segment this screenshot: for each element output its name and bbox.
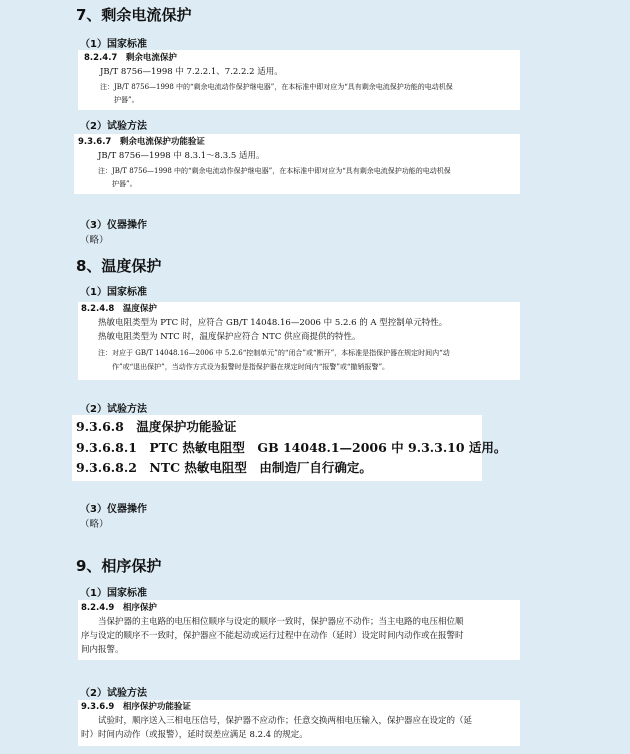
excerpt-title: 9.3.6.8 温度保护功能验证 <box>76 419 237 434</box>
section-8-test-excerpt <box>72 415 507 481</box>
excerpt-line: 试验时，顺序送入三相电压信号，保护器不应动作；任意交换两相电压输入，保护器应在设定的（延 <box>98 716 473 726</box>
section-7-instrument-label: （3）仪器操作 <box>80 220 147 231</box>
excerpt-line: 热敏电阻类型为 PTC 时，应符合 GB/T 14048.16—2006 中 5.2.6 的 A 型控制单元特性。 <box>98 318 448 328</box>
section-9-test-excerpt <box>78 700 520 746</box>
excerpt-line: 序与设定的顺序不一致时，保护器应不能起动或运行过程中在动作（延时）设定时间内动作或在报警时 <box>81 631 464 641</box>
section-8-heading: 8、温度保护 <box>76 257 162 275</box>
section-8-standard-label: （1）国家标准 <box>80 287 147 298</box>
excerpt-note: 注：JB/T 8756—1998 中的“剩余电流动作保护继电器”，在本标准中即对应为“具有剩余电流保护功能的电动机保 <box>98 167 451 175</box>
section-8-instrument-label: （3）仪器操作 <box>80 504 147 515</box>
excerpt-line: JB/T 8756—1998 中 8.3.1～8.3.5 适用。 <box>98 151 265 161</box>
excerpt-note: 注：JB/T 8756—1998 中的“剩余电流动作保护继电器”，在本标准中即对应为“具有剩余电流保护功能的电动机保 <box>100 83 453 91</box>
section-9-standard-excerpt <box>78 600 520 660</box>
excerpt-note-cont: 护器”。 <box>114 96 139 104</box>
excerpt-line: JB/T 8756—1998 中 7.2.2.1、7.2.2.2 适用。 <box>100 67 283 77</box>
section-8-instrument-text: （略） <box>80 519 109 530</box>
section-7-test-excerpt <box>74 134 520 194</box>
excerpt-line: 间内报警。 <box>81 645 124 655</box>
excerpt-note-cont: 护器”。 <box>112 180 137 188</box>
excerpt-title: 9.3.6.9 相序保护功能验证 <box>81 702 191 712</box>
section-8-test-label: （2）试验方法 <box>80 404 147 415</box>
section-8-standard-excerpt <box>78 302 520 380</box>
section-9-standard-label: （1）国家标准 <box>80 588 147 599</box>
section-7-instrument-text: （略） <box>80 235 109 246</box>
section-7-standard-excerpt <box>78 50 520 110</box>
section-7-test-label: （2）试验方法 <box>80 121 147 132</box>
excerpt-line: 9.3.6.8.2 NTC 热敏电阻型 由制造厂自行确定。 <box>76 460 372 475</box>
section-7-standard-label: （1）国家标准 <box>80 39 147 50</box>
excerpt-line: 时）时间内动作（或报警），延时误差应满足 8.2.4 的规定。 <box>81 730 308 740</box>
excerpt-title: 8.2.4.9 相序保护 <box>81 603 157 613</box>
excerpt-line: 9.3.6.8.1 PTC 热敏电阻型 GB 14048.1—2006 中 9.3.3.10 适用。 <box>76 440 507 455</box>
excerpt-title: 9.3.6.7 剩余电流保护功能验证 <box>78 137 205 147</box>
excerpt-note-cont: 作”或“退出保护”，当动作方式设为报警时是指保护器在规定时间内“报警”或“撤销报警”。 <box>112 363 390 371</box>
section-7-heading: 7、剩余电流保护 <box>76 6 192 24</box>
excerpt-note: 注：对应于 GB/T 14048.16—2006 中 5.2.6“控制单元”的“闭合”或“断开”，本标准是指保护器在规定时间内“动 <box>98 349 450 357</box>
excerpt-line: 当保护器的主电路的电压相位顺序与设定的顺序一致时，保护器应不动作；当主电路的电压相位顺 <box>98 617 464 627</box>
section-9-heading: 9、相序保护 <box>76 557 162 575</box>
excerpt-title: 8.2.4.7 剩余电流保护 <box>84 53 177 63</box>
excerpt-title: 8.2.4.8 温度保护 <box>81 304 157 314</box>
excerpt-line: 热敏电阻类型为 NTC 时，温度保护应符合 NTC 供应商提供的特性。 <box>98 332 361 342</box>
section-9-test-label: （2）试验方法 <box>80 688 147 699</box>
